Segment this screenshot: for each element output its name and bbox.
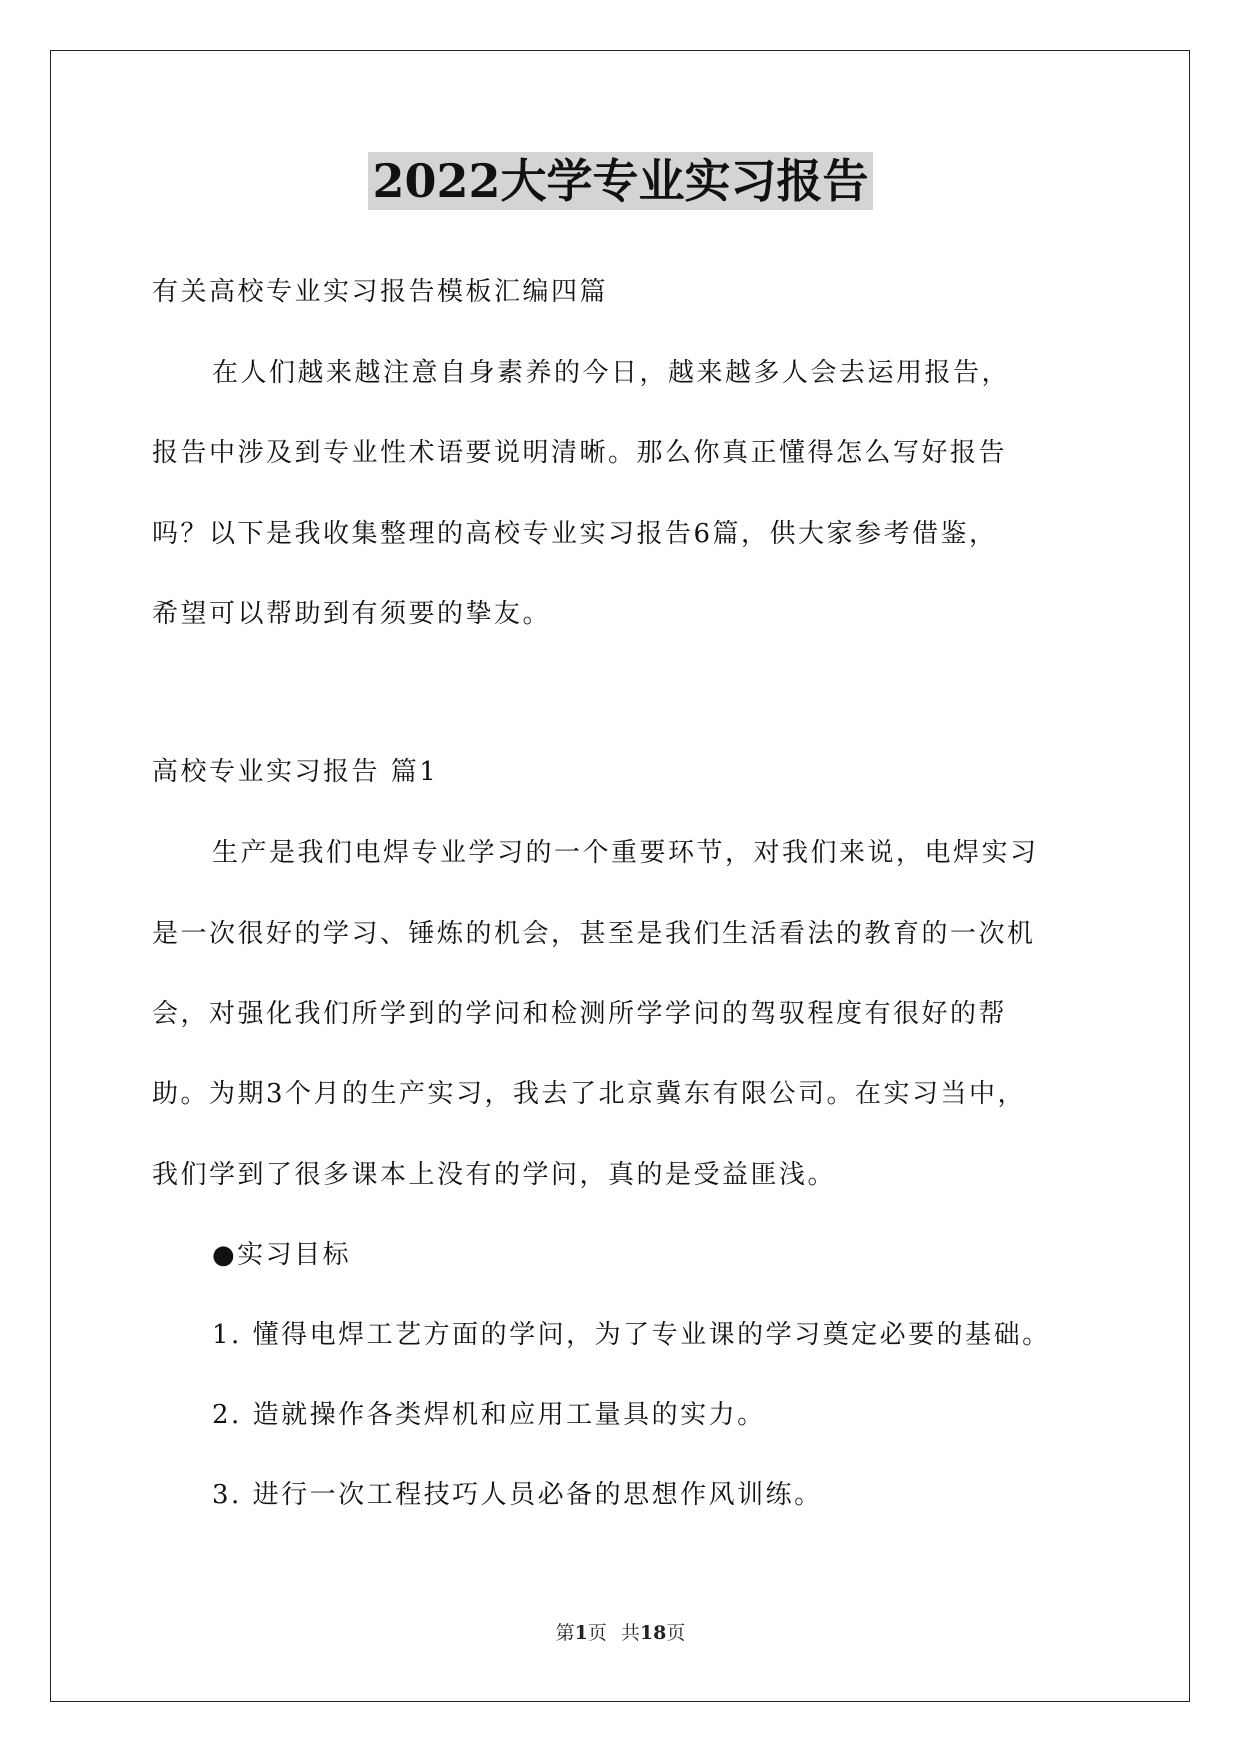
body-line-2: 是一次很好的学习、锤炼的机会，甚至是我们生活看法的教育的一次机 <box>152 919 1036 949</box>
document-title <box>0 150 1241 212</box>
body-line-3: 会，对强化我们所学到的学问和检测所学学问的驾驭程度有很好的帮 <box>152 999 1008 1029</box>
intro-line-2: 报告中涉及到专业性术语要说明清晰。那么你真正懂得怎么写好报告 <box>152 438 1008 468</box>
document-title-text: 2022大学专业实习报告 <box>368 152 872 210</box>
document-subtitle: 有关高校专业实习报告模板汇编四篇 <box>152 277 609 307</box>
footer-total-suffix: 页 <box>666 1622 686 1644</box>
section-heading: 高校专业实习报告 篇1 <box>152 757 439 787</box>
body-line-5: 我们学到了很多课本上没有的学问，真的是受益匪浅。 <box>152 1160 837 1190</box>
goal-item-1: 1. 懂得电焊工艺方面的学问，为了专业课的学习奠定必要的基础。 <box>212 1320 1051 1350</box>
intro-line-4: 希望可以帮助到有须要的挚友。 <box>152 599 552 629</box>
footer-total-prefix: 共 <box>620 1622 640 1644</box>
body-line-1: 生产是我们电焊专业学习的一个重要环节，对我们来说，电焊实习 <box>212 838 1039 868</box>
footer-total-pages: 18 <box>639 1622 667 1644</box>
footer-page-prefix: 第 <box>555 1622 575 1644</box>
goals-heading: ●实习目标 <box>212 1240 352 1270</box>
intro-line-1: 在人们越来越注意自身素养的今日，越来越多人会去运用报告， <box>212 358 1011 388</box>
body-line-4: 助。为期3个月的生产实习，我去了北京冀东有限公司。在实习当中， <box>152 1079 1027 1109</box>
goal-item-2: 2. 造就操作各类焊机和应用工量具的实力。 <box>212 1400 766 1430</box>
page-footer <box>0 1620 1241 1646</box>
goal-item-3: 3. 进行一次工程技巧人员必备的思想作风训练。 <box>212 1480 823 1510</box>
intro-line-3: 吗？以下是我收集整理的高校专业实习报告6篇，供大家参考借鉴， <box>152 519 998 549</box>
footer-page-mid: 页 <box>587 1622 607 1644</box>
footer-page-number: 1 <box>574 1622 588 1644</box>
